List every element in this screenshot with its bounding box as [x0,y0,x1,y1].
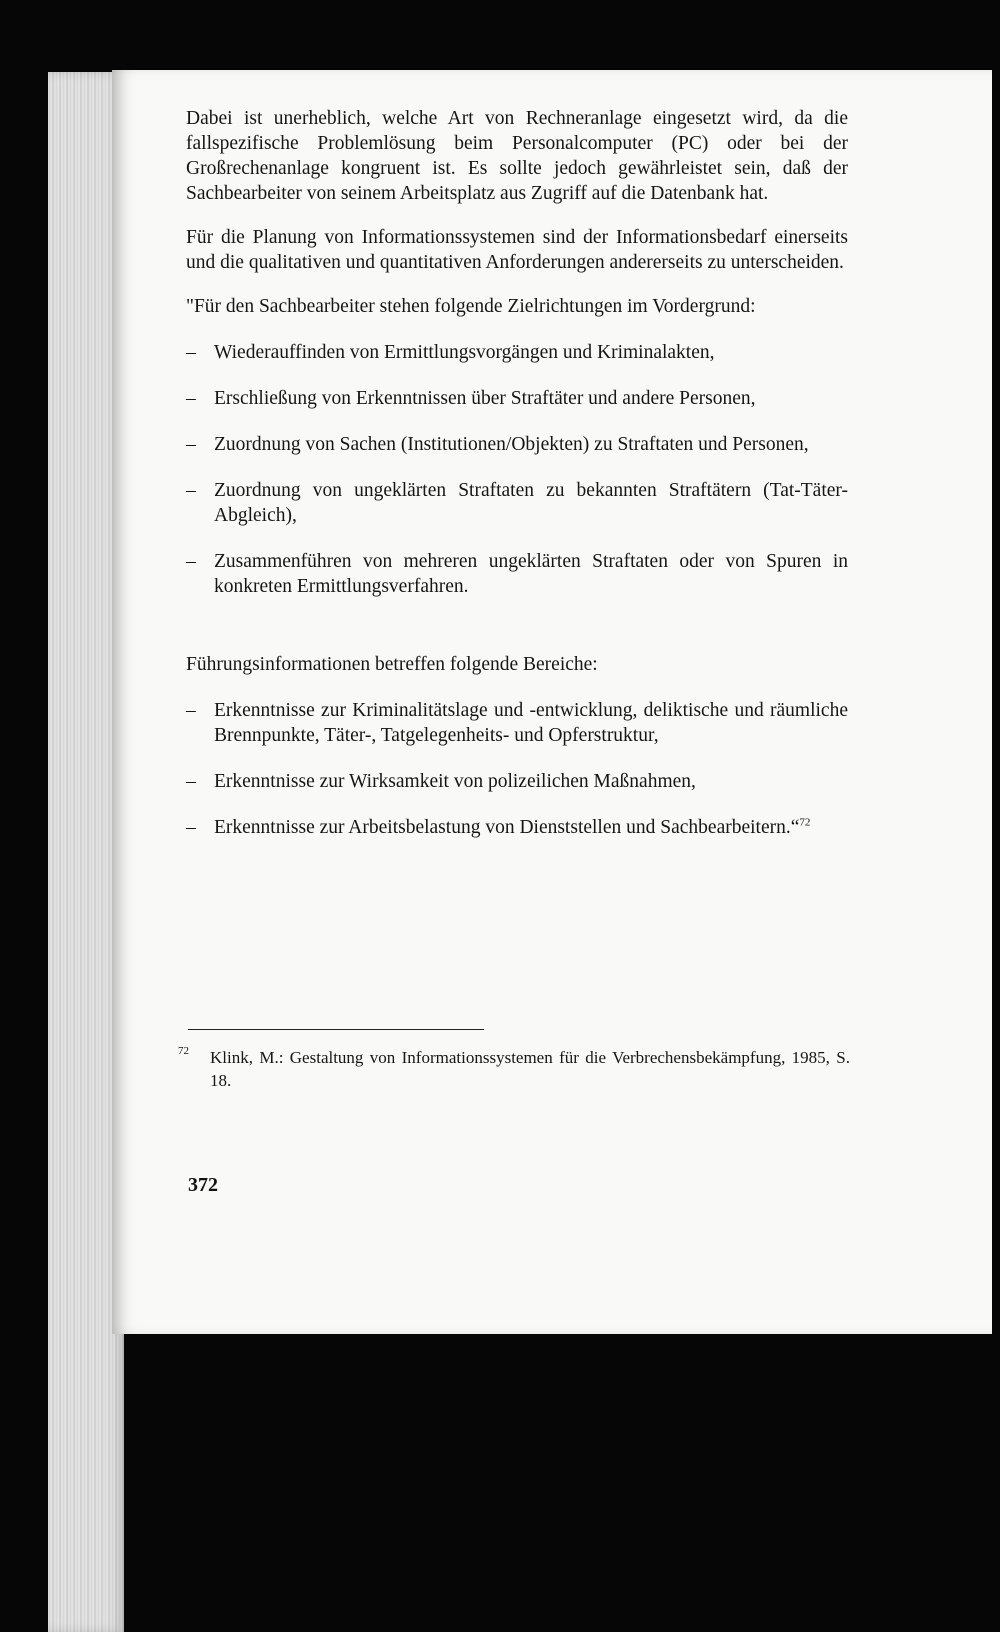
footnote-separator [188,1029,484,1030]
list-item-text: Zusammenführen von mehreren ungeklärten Straftaten oder von Spuren in konkreten Ermittlungsverfahren. [214,551,848,597]
list-item-text: Zuordnung von ungeklärten Straftaten zu bekannten Straftätern (Tat-Täter-Abgleich), [214,480,848,526]
list-item [186,340,848,365]
list-item-text: Erkenntnisse zur Kriminalitätslage und -entwicklung, deliktische und räumliche Brennpunkte, Täter-, Tatgelegenheits- und Opferstruktur, [214,700,848,746]
dash-bullet: – [186,388,196,409]
section-gap [186,620,848,652]
closing-quote: “ [790,817,800,838]
dash-bullet: – [186,817,196,838]
dash-bullet: – [186,700,196,721]
footnote-reference[interactable]: 72 [799,816,811,829]
list-item [186,478,848,528]
dash-bullet: – [186,480,196,501]
dash-bullet: – [186,434,196,455]
dash-bullet: – [186,342,196,363]
list-item-text: Erschließung von Erkenntnissen über Straftäter und andere Personen, [214,388,756,409]
footnote-number: 72 [178,1045,189,1057]
page-number: 372 [188,1174,218,1196]
list-item [186,386,848,411]
main-text [186,106,848,861]
list-item-text: Erkenntnisse zur Arbeitsbelastung von Dienststellen und Sachbearbeitern. [214,817,791,838]
paragraph-1: Dabei ist unerheblich, welche Art von Rechneranlage eingesetzt wird, da die fallspezifische Problemlösung beim Personalcomputer (PC) oder bei der Großrechenanlage kongruent ist. Es sollte jedoch gewährleistet sein, daß der Sachbearbeiter von seinem Arbeitsplatz aus Zugriff auf die Datenbank hat. [186,108,848,204]
paragraph-4: Führungsinformationen betreffen folgende Bereiche: [186,654,598,675]
list-item [186,769,848,794]
list-item [186,432,848,457]
list-item-text: Erkenntnisse zur Wirksamkeit von polizeilichen Maßnahmen, [214,771,696,792]
list-item-text: Wiederauffinden von Ermittlungsvorgängen und Kriminalakten, [214,342,715,363]
footnote [178,1046,850,1092]
list-item [186,549,848,599]
list-item [186,698,848,748]
list-item-text: Zuordnung von Sachen (Institutionen/Objekten) zu Straftaten und Personen, [214,434,809,455]
paragraph-3: "Für den Sachbearbeiter stehen folgende Zielrichtungen im Vordergrund: [186,296,756,317]
list-item [186,815,848,840]
dash-bullet: – [186,771,196,792]
paragraph-2: Für die Planung von Informationssystemen sind der Informationsbedarf einerseits und die qualitativen und quantitativen Anforderungen andererseits zu unterscheiden. [186,227,848,273]
dash-bullet: – [186,551,196,572]
footnote-text: Klink, M.: Gestaltung von Informationssystemen für die Verbrechensbekämpfung, 1985, S. 18. [210,1048,850,1090]
